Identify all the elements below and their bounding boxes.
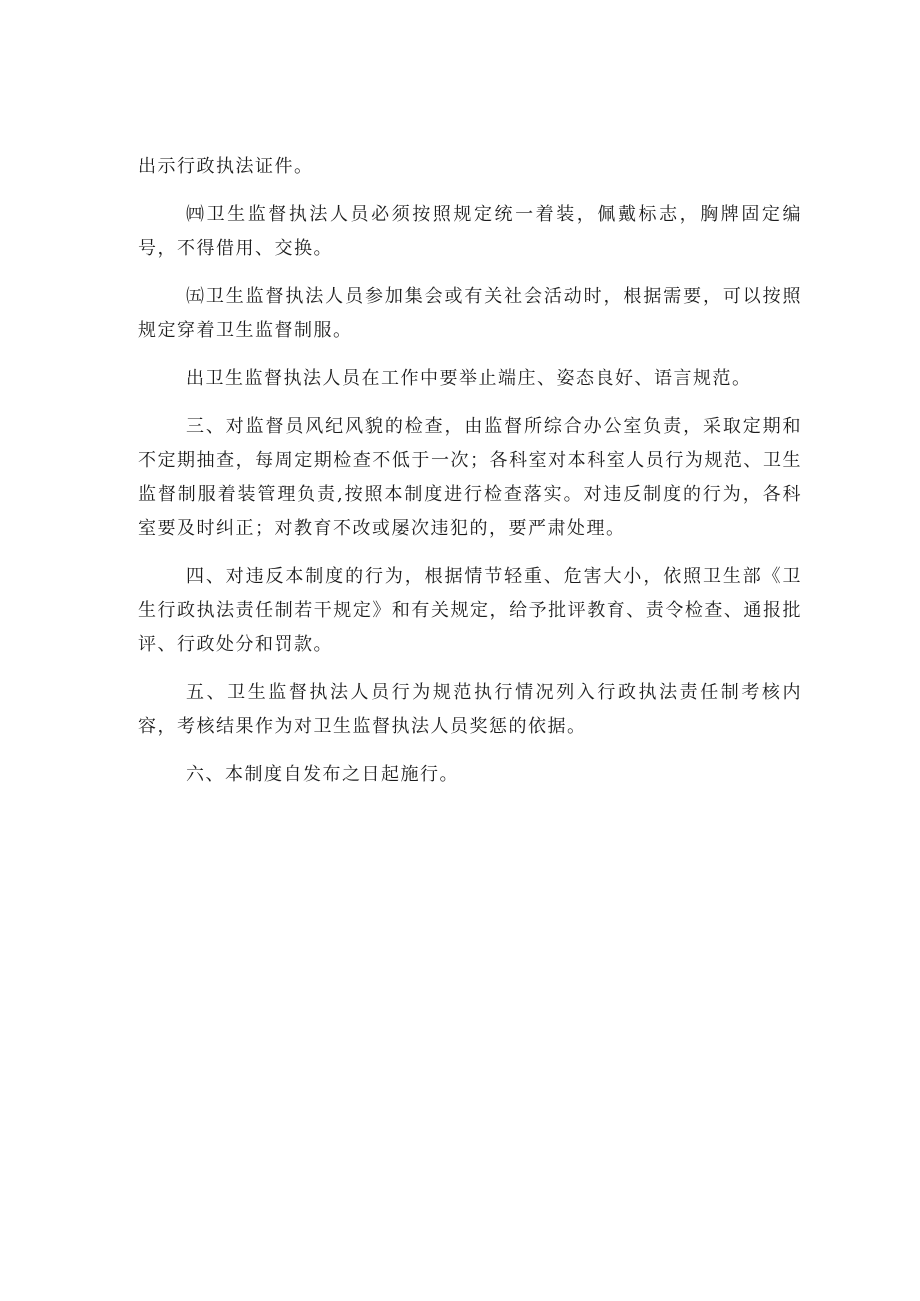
paragraph-item-4: ㈣卫生监督执法人员必须按照规定统一着装，佩戴标志，胸牌固定编号，不得借用、交换。	[138, 204, 802, 259]
document-body	[138, 150, 802, 806]
paragraph-section-3: 三、对监督员风纪风貌的检查，由监督所综合办公室负责，采取定期和不定期抽查，每周定期检查不低于一次；各科室对本科室人员行为规范、卫生监督制服着装管理负责,按照本制度进行检查落实。对违反制度的行为，各科室要及时纠正；对教育不改或屡次违犯的，要严肃处理。	[138, 416, 802, 539]
paragraph-continuation: 出示行政执法证件。	[138, 156, 314, 177]
paragraph-item-5: ㈤卫生监督执法人员参加集会或有关社会活动时，根据需要，可以按照规定穿着卫生监督制服。	[138, 286, 802, 341]
paragraph-section-4: 四、对违反本制度的行为，根据情节轻重、危害大小，依照卫生部《卫生行政执法责任制若干规定》和有关规定，给予批评教育、责令检查、通报批评、行政处分和罚款。	[138, 566, 802, 655]
paragraph-section-6: 六、本制度自发布之日起施行。	[186, 764, 459, 785]
paragraph-section-5: 五、卫生监督执法人员行为规范执行情况列入行政执法责任制考核内容，考核结果作为对卫生监督执法人员奖惩的依据。	[138, 682, 802, 737]
paragraph-item-6: 出卫生监督执法人员在工作中要举止端庄、姿态良好、语言规范。	[186, 368, 752, 389]
